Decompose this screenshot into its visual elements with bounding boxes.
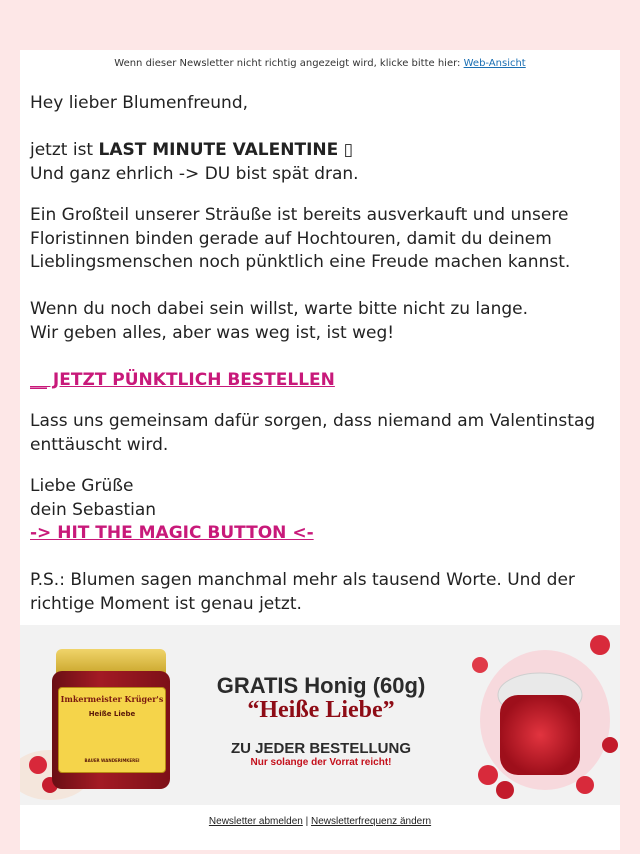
web-view-notice (20, 58, 620, 69)
jar-footer: BAUER WANDERIMKEREI (84, 758, 140, 763)
unsubscribe-link[interactable]: Newsletter abmelden (208, 816, 303, 827)
jar-product-name: Heiße Liebe (88, 710, 136, 718)
footer-separator: | (305, 816, 309, 827)
signature: dein Sebastian (30, 499, 157, 520)
promo-banner[interactable] (20, 625, 620, 805)
valentine-paragraph: Lass uns gemeinsam dafür sorgen, dass niemand am Valentinstag enttäuscht wird. (30, 411, 596, 455)
promo-subtitle: “Heiße Liebe” (247, 697, 395, 723)
web-view-link[interactable]: Web-Ansicht (463, 58, 526, 69)
newsletter-body (30, 92, 615, 616)
stock-paragraph (30, 204, 615, 275)
web-view-text: Wenn dieser Newsletter nicht richtig angezeigt wird, klicke bitte hier: (114, 58, 461, 69)
stock-line-1: Ein Großteil unserer Sträuße ist bereits ausverkauft und unsere (30, 205, 569, 225)
magic-button-link[interactable]: -> HIT THE MAGIC BUTTON <- (30, 523, 314, 543)
jar-label (58, 687, 166, 773)
emoji-placeholder: ▯ (343, 140, 354, 160)
honey-jar-image (52, 649, 170, 789)
postscript: P.S.: Blumen sagen manchmal mehr als tausend Worte. Und der richtige Moment ist genau jetzt. (30, 570, 575, 614)
greeting: Hey lieber Blumenfreund, (30, 93, 249, 113)
footer-links (20, 816, 620, 827)
promo-title: GRATIS Honig (60g) (216, 673, 426, 698)
closing-greeting: Liebe Grüße (30, 476, 134, 496)
order-now-link[interactable]: __ JETZT PÜNKTLICH BESTELLEN (30, 369, 335, 390)
intro-prefix: jetzt ist (30, 140, 94, 160)
newsletter-card (20, 50, 620, 850)
intro-highlight: LAST MINUTE VALENTINE (98, 140, 339, 160)
frequency-link[interactable]: Newsletterfrequenz ändern (311, 816, 432, 827)
jar-brand: Imkermeister Krüger's (60, 694, 164, 704)
late-line: Und ganz ehrlich -> DU bist spät dran. (30, 163, 359, 184)
promo-line: ZU JEDER BESTELLUNG (230, 740, 411, 757)
promo-note: Nur solange der Vorrat reicht! (250, 757, 392, 768)
urgency-line-1: Wenn du noch dabei sein willst, warte bitte nicht zu lange. (30, 299, 529, 319)
intro-line (30, 139, 615, 163)
stock-line-3: Lieblingsmenschen noch pünktlich eine Freude machen kannst. (30, 252, 571, 272)
stock-line-2: Floristinnen binden gerade auf Hochtouren, damit du deinem (30, 228, 552, 249)
urgency-line-2: Wir geben alles, aber was weg ist, ist weg! (30, 322, 395, 343)
urgency-paragraph (30, 298, 615, 345)
